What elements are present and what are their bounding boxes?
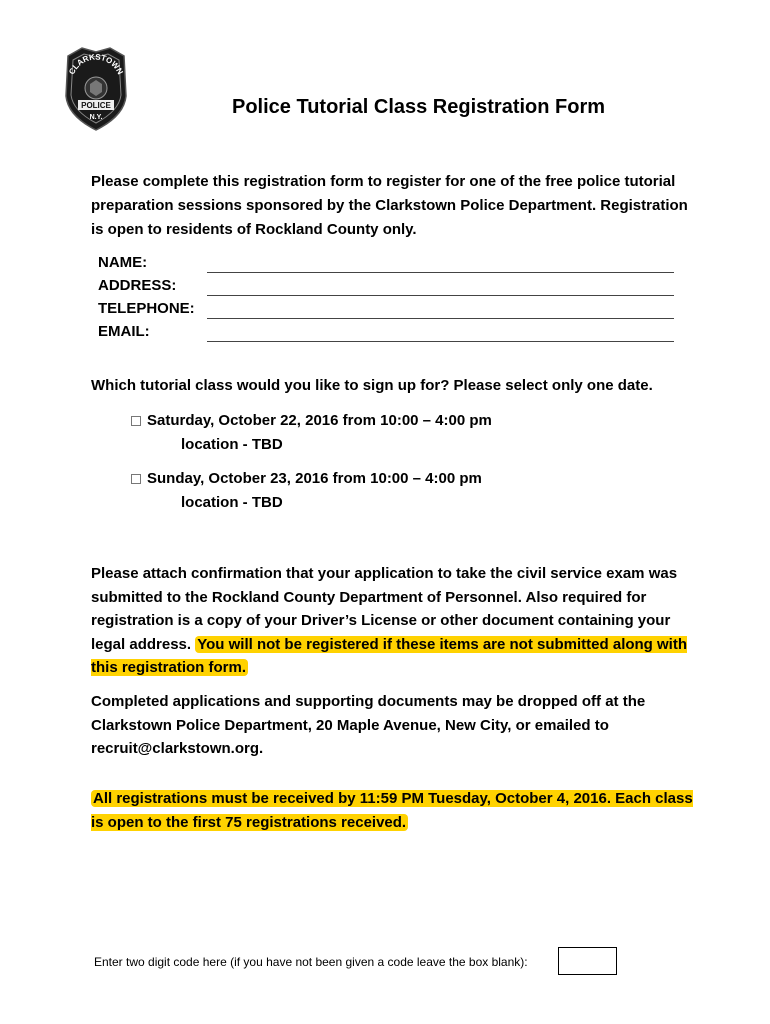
name-label: NAME: [98, 254, 148, 271]
address-field[interactable] [207, 295, 674, 296]
page-title: Police Tutorial Class Registration Form [232, 96, 606, 118]
telephone-label: TELEPHONE: [98, 300, 195, 317]
department-badge-logo [60, 44, 132, 132]
saturday-location: location - TBD [181, 436, 283, 453]
deadline-paragraph [91, 787, 701, 834]
saturday-label: Saturday, October 22, 2016 from 10:00 – 4:00 pm [147, 412, 492, 429]
sunday-location: location - TBD [181, 494, 283, 511]
dropoff-paragraph: Completed applications and supporting documents may be dropped off at the Clarkstown Police Department, 20 Maple Avenue, New City, or emailed to recruit@clarkstown.org. [91, 693, 646, 757]
badge-mid-text: POLICE [81, 101, 111, 110]
option-saturday[interactable] [131, 412, 492, 429]
intro-paragraph: Please complete this registration form to register for one of the free police tutorial preparation sessions sponsored by the Clarkstown Police Department. Registration is open to residents of Rockland County only. [91, 173, 688, 238]
saturday-checkbox[interactable] [131, 416, 141, 426]
sunday-label: Sunday, October 23, 2016 from 10:00 – 4:00 pm [147, 470, 482, 487]
attach-text: Please attach confirmation that your application to take the civil service exam was submitted to the Rockland County Department of Personnel. Also required for registration is a copy of your Driver’s License or other document containing your legal address. [91, 565, 678, 653]
badge-top-text: CLARKSTOWN [67, 52, 125, 76]
attach-paragraph [91, 562, 701, 680]
name-field[interactable] [207, 272, 674, 273]
class-question: Which tutorial class would you like to sign up for? Please select only one date. [91, 377, 653, 394]
option-sunday[interactable] [131, 470, 482, 487]
deadline-highlight: All registrations must be received by 11:59 PM Tuesday, October 4, 2016. Each class is open to the first 75 registrations received. [91, 790, 693, 831]
badge-bottom-text: N.Y. [89, 114, 103, 121]
telephone-field[interactable] [207, 318, 674, 319]
attach-warning-highlight: You will not be registered if these items are not submitted along with this registration form. [91, 635, 688, 676]
email-label: EMAIL: [98, 323, 150, 340]
email-field[interactable] [207, 341, 674, 342]
code-label: Enter two digit code here (if you have not been given a code leave the box blank): [94, 955, 528, 969]
sunday-checkbox[interactable] [131, 474, 141, 484]
code-input-box[interactable] [558, 947, 617, 975]
address-label: ADDRESS: [98, 277, 177, 294]
